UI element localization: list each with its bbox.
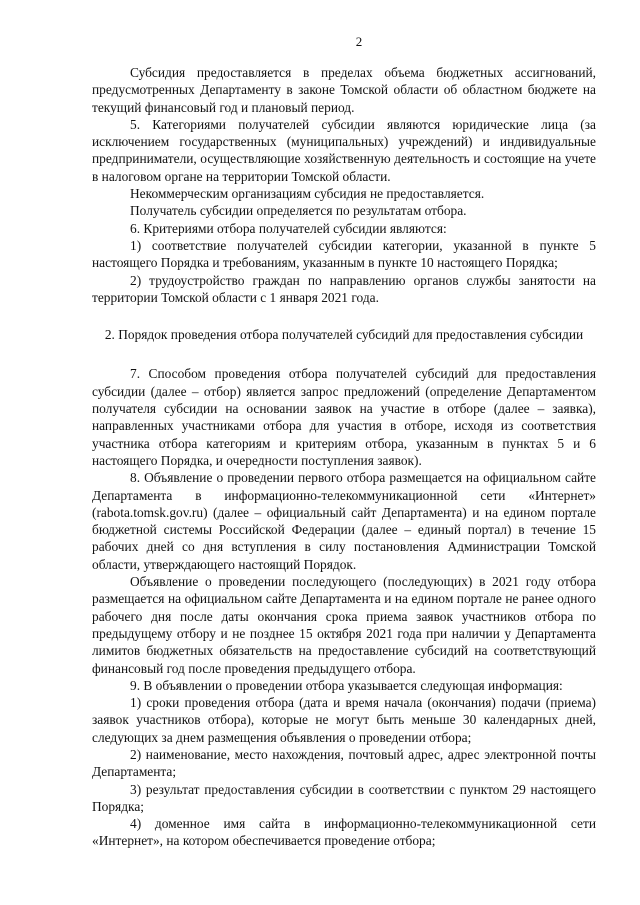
paragraph-item-9-2: 2) наименование, место нахождения, почтовый адрес, адрес электронной почты Департамента;: [92, 746, 596, 780]
paragraph-item-6-2: 2) трудоустройство граждан по направлению органов службы занятости на территории Томской области с 1 января 2021 года.: [92, 272, 596, 305]
paragraph-item-9: 9. В объявлении о проведении отбора указывается следующая информация:: [130, 677, 563, 693]
paragraph-item-7: 7. Способом проведения отбора получателей субсидий для предоставления субсидии (далее – отбор) является запрос предложений (определение Департаментом получателя субсидии на основании заявок на участие в отборе (далее – заявка), направленных участниками отбора для участия в отборе, исходя из соответствия участника отбора категориям и критериям отбора, указанным в пунктах 5 и 6 настоящего Порядка, и очередности поступления заявок).: [92, 366, 596, 468]
page-number: 2: [355, 34, 363, 49]
paragraph-item-9-4: 4) доменное имя сайта в информационно-телекоммуникационной сети «Интернет», на котором обеспечивается проведение отбора;: [92, 816, 596, 849]
paragraph-subsidy-limits: Субсидия предоставляется в пределах объема бюджетных ассигнований, предусмотренных Департаменту в законе Томской области об областном бюджете на текущий финансовый год и плановый период.: [92, 65, 596, 115]
paragraph-recipient: Получатель субсидии определяется по результатам отбора.: [130, 203, 467, 219]
section-1-body: [92, 64, 596, 306]
paragraph-item-6: 6. Критериями отбора получателей субсидии являются:: [130, 220, 447, 236]
paragraph-item-9-1: 1) сроки проведения отбора (дата и время начала (окончания) подачи (приема) заявок участников отбора), которые не могут быть меньше 30 календарных дней, следующих за днем размещения объявления о проведении отбора;: [92, 695, 596, 745]
section-2-body: [92, 365, 596, 849]
paragraph-subsequent-selection: Объявление о проведении последующего (последующих) в 2021 году отбора размещается на официальном сайте Департамента и на едином портале не ранее одного рабочего дня после даты окончания срока приема заявок участников отбора по предыдущему отбору и не позднее 15 октября 2021 года при наличии у Департамента лимитов бюджетных обязательств на предоставление субсидий на соответствующий финансовый год после проведения предыдущего отбора.: [92, 574, 596, 676]
paragraph-nonprofit: Некоммерческим организациям субсидия не предоставляется.: [130, 186, 485, 202]
paragraph-item-9-3: 3) результат предоставления субсидии в соответствии с пунктом 29 настоящего Порядка;: [92, 781, 596, 814]
section-2-heading: 2. Порядок проведения отбора получателей субсидий для предоставления субсидии: [104, 327, 584, 343]
paragraph-item-8: 8. Объявление о проведении первого отбора размещается на официальном сайте Департамента в информационно-телекоммуникационной сети «Интернет» (rabota.tomsk.gov.ru) (далее – официальный сайт Департамента) и на едином портале бюджетной системы Российской Федерации (далее – единый портал) в течение 15 рабочих дней со дня вступления в силу постановления Администрации Томской области, утверждающего настоящий Порядок.: [92, 470, 596, 572]
paragraph-item-5: 5. Категориями получателей субсидии являются юридические лица (за исключением государственных (муниципальных) учреждений) и индивидуальные предприниматели, осуществляющие хозяйственную деятельность и состоящие на учете в налоговом органе на территории Томской области.: [92, 116, 596, 184]
paragraph-item-6-1: 1) соответствие получателей субсидии категории, указанной в пункте 5 настоящего Порядка и требованиям, указанным в пункте 10 настоящего Порядка;: [92, 237, 596, 271]
